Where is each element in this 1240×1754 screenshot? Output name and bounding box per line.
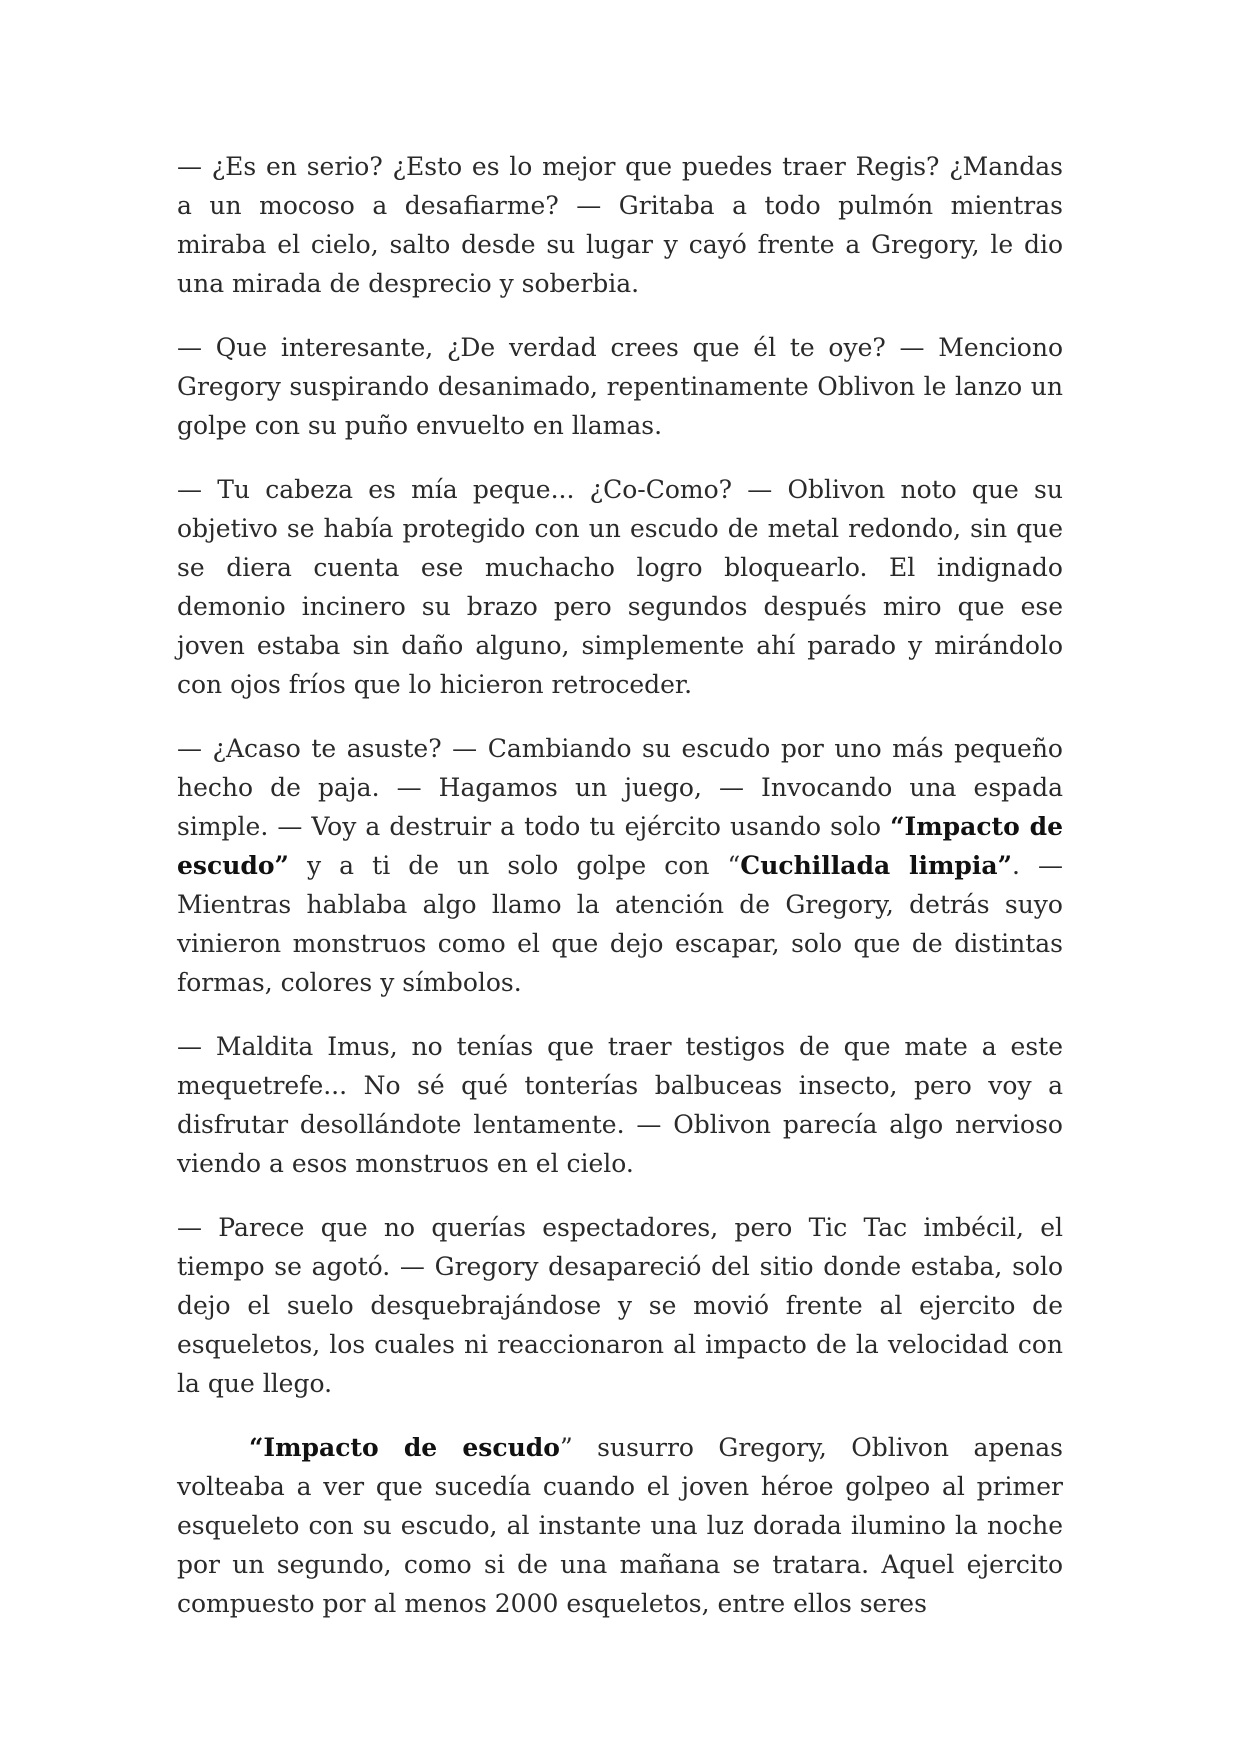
paragraph-p1 xyxy=(177,147,1063,303)
text-run: — Tu cabeza es mía peque... ¿Co-Como? — Oblivon noto que su objetivo se había protegido con un escudo de metal redondo, sin que se diera cuenta ese muchacho logro bloquearlo. El indignado demonio incinero su brazo pero segundos después miro que ese joven estaba sin daño alguno, simplemente ahí parado y mirándolo con ojos fríos que lo hicieron retroceder. xyxy=(177,475,1063,699)
text-run: — ¿Es en serio? ¿Esto es lo mejor que puedes traer Regis? ¿Mandas a un mocoso a desafiarme? — Gritaba a todo pulmón mientras miraba el cielo, salto desde su lugar y cayó frente a Gregory, le dio una mirada de desprecio y soberbia. xyxy=(177,152,1063,298)
bold-phrase: Cuchillada limpia” xyxy=(740,851,1012,880)
text-run: ” susurro Gregory, Oblivon apenas volteaba a ver que sucedía cuando el joven héroe golpeo al primer esqueleto con su escudo, al instante una luz dorada ilumino la noche por un segundo, como si de una mañana se tratara. Aquel ejercito compuesto por al menos 2000 esqueletos, entre ellos seres xyxy=(177,1433,1063,1618)
paragraph-p2 xyxy=(177,328,1063,445)
paragraph-p5 xyxy=(177,1027,1063,1183)
paragraph-p6 xyxy=(177,1208,1063,1403)
bold-phrase: “Impacto de escudo xyxy=(249,1433,560,1462)
text-run: — ¿Acaso te asuste? — Cambiando su escudo por uno más pequeño hecho de paja. — Hagamos un juego, — Invocando una espada simple. — Voy a destruir a todo tu ejército usando solo xyxy=(177,734,1063,841)
text-run: — Maldita Imus, no tenías que traer testigos de que mate a este mequetrefe... No sé qué tonterías balbuceas insecto, pero voy a disfrutar desollándote lentamente. — Oblivon parecía algo nervioso viendo a esos monstruos en el cielo. xyxy=(177,1032,1063,1178)
text-run: — Parece que no querías espectadores, pero Tic Tac imbécil, el tiempo se agotó. — Gregory desapareció del sitio donde estaba, solo dejo el suelo desquebrajándose y se movió frente al ejercito de esqueletos, los cuales ni reaccionaron al impacto de la velocidad con la que llego. xyxy=(177,1213,1063,1398)
document-body xyxy=(177,147,1063,1648)
text-run: . — Mientras hablaba algo llamo la atención de Gregory, detrás suyo vinieron monstruos como el que dejo escapar, solo que de distintas formas, colores y símbolos. xyxy=(177,851,1063,997)
text-run: y a ti de un solo golpe con “ xyxy=(288,851,741,880)
paragraph-p3 xyxy=(177,470,1063,704)
bold-phrase: “Impacto de escudo” xyxy=(177,812,1063,880)
paragraph-p7 xyxy=(177,1428,1063,1623)
paragraph-p4 xyxy=(177,729,1063,1002)
text-run: — Que interesante, ¿De verdad crees que él te oye? — Menciono Gregory suspirando desanimado, repentinamente Oblivon le lanzo un golpe con su puño envuelto en llamas. xyxy=(177,333,1063,440)
